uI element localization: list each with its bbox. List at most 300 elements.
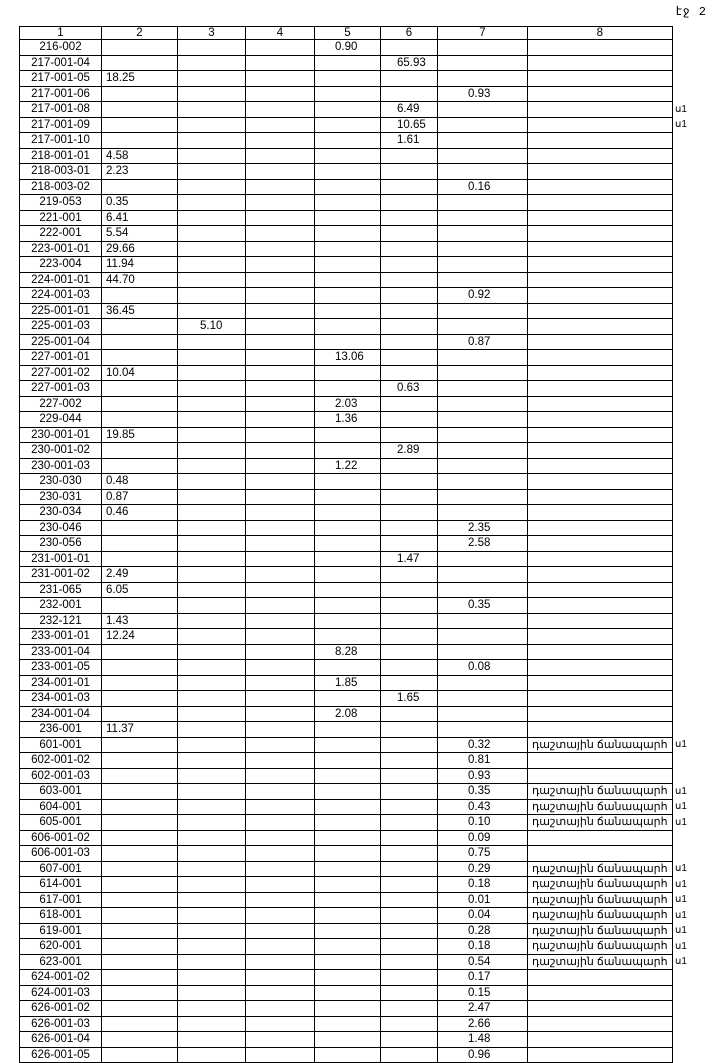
area-cell-col5 xyxy=(315,598,381,614)
table-row xyxy=(20,148,673,164)
note-cell xyxy=(528,71,673,87)
parcel-code-cell: 222-001 xyxy=(20,226,102,242)
area-cell-col3 xyxy=(178,133,246,149)
parcel-code-cell: 227-001-03 xyxy=(20,381,102,397)
parcel-code-cell: 231-001-01 xyxy=(20,551,102,567)
area-cell-col2 xyxy=(102,737,178,753)
table-row xyxy=(20,71,673,87)
area-cell-col7 xyxy=(438,706,528,722)
area-cell-col3 xyxy=(178,288,246,304)
parcel-code-cell: 221-001 xyxy=(20,210,102,226)
area-cell-col7 xyxy=(438,381,528,397)
parcel-code-cell: 225-001-03 xyxy=(20,319,102,335)
area-cell-col2: 5.54 xyxy=(102,226,178,242)
area-cell-col7 xyxy=(438,71,528,87)
area-cell-col5 xyxy=(315,830,381,846)
parcel-code-cell: 236-001 xyxy=(20,722,102,738)
area-cell-col3 xyxy=(178,644,246,660)
area-cell-col5 xyxy=(315,505,381,521)
area-cell-col7 xyxy=(438,675,528,691)
table-row xyxy=(20,350,673,366)
note-cell xyxy=(528,396,673,412)
area-cell-col2: 2.49 xyxy=(102,567,178,583)
area-cell-col6 xyxy=(381,40,438,56)
area-cell-col3 xyxy=(178,505,246,521)
area-cell-col6 xyxy=(381,629,438,645)
area-cell-col7 xyxy=(438,644,528,660)
note-cell: դաշտային ճանապարհ xyxy=(528,923,673,939)
area-cell-col2 xyxy=(102,753,178,769)
area-cell-col7: 0.54 xyxy=(438,954,528,970)
area-cell-col2 xyxy=(102,40,178,56)
area-cell-col4 xyxy=(246,598,315,614)
area-cell-col5 xyxy=(315,71,381,87)
area-cell-col7 xyxy=(438,195,528,211)
area-cell-col7 xyxy=(438,505,528,521)
area-cell-col3 xyxy=(178,861,246,877)
area-cell-col3 xyxy=(178,102,246,118)
area-cell-col6 xyxy=(381,908,438,924)
area-cell-col6: 0.63 xyxy=(381,381,438,397)
note-cell xyxy=(528,412,673,428)
area-cell-col3 xyxy=(178,427,246,443)
area-cell-col3 xyxy=(178,1016,246,1032)
area-cell-col4 xyxy=(246,443,315,459)
note-cell xyxy=(528,133,673,149)
area-cell-col6 xyxy=(381,319,438,335)
area-cell-col7: 0.81 xyxy=(438,753,528,769)
area-cell-col5 xyxy=(315,272,381,288)
area-cell-col2 xyxy=(102,985,178,1001)
area-cell-col2 xyxy=(102,102,178,118)
area-cell-col6 xyxy=(381,923,438,939)
table-row xyxy=(20,846,673,862)
area-cell-col5 xyxy=(315,923,381,939)
table-row xyxy=(20,179,673,195)
area-cell-col3 xyxy=(178,691,246,707)
area-cell-col5 xyxy=(315,1001,381,1017)
area-cell-col3 xyxy=(178,226,246,242)
area-cell-col3 xyxy=(178,86,246,102)
area-cell-col3 xyxy=(178,40,246,56)
note-cell xyxy=(528,319,673,335)
margin-mark: ս1 xyxy=(675,119,687,130)
area-cell-col4 xyxy=(246,381,315,397)
table-row xyxy=(20,520,673,536)
area-cell-col6 xyxy=(381,505,438,521)
table-row xyxy=(20,412,673,428)
area-cell-col4 xyxy=(246,257,315,273)
parcel-code-cell: 230-001-02 xyxy=(20,443,102,459)
area-cell-col7: 0.15 xyxy=(438,985,528,1001)
area-cell-col6 xyxy=(381,970,438,986)
area-cell-col6 xyxy=(381,1032,438,1048)
area-cell-col4 xyxy=(246,722,315,738)
area-cell-col5 xyxy=(315,892,381,908)
table-row xyxy=(20,365,673,381)
note-cell xyxy=(528,288,673,304)
area-cell-col7 xyxy=(438,365,528,381)
table-row xyxy=(20,427,673,443)
note-cell xyxy=(528,706,673,722)
note-cell: դաշտային ճանապարհ xyxy=(528,939,673,955)
area-cell-col5 xyxy=(315,257,381,273)
parcel-code-cell: 217-001-06 xyxy=(20,86,102,102)
table-body xyxy=(20,40,673,1063)
area-cell-col2: 0.46 xyxy=(102,505,178,521)
area-cell-col5 xyxy=(315,1032,381,1048)
table-row xyxy=(20,551,673,567)
area-cell-col3 xyxy=(178,908,246,924)
table-row xyxy=(20,458,673,474)
parcel-code-cell: 224-001-01 xyxy=(20,272,102,288)
area-cell-col6 xyxy=(381,954,438,970)
parcel-code-cell: 232-001 xyxy=(20,598,102,614)
area-cell-col7: 0.93 xyxy=(438,768,528,784)
parcel-code-cell: 217-001-10 xyxy=(20,133,102,149)
area-cell-col2: 19.85 xyxy=(102,427,178,443)
area-cell-col6 xyxy=(381,303,438,319)
column-header-2: 2 xyxy=(102,27,178,40)
area-cell-col2 xyxy=(102,117,178,133)
area-cell-col2 xyxy=(102,334,178,350)
area-cell-col5 xyxy=(315,582,381,598)
area-cell-col6 xyxy=(381,396,438,412)
area-cell-col2 xyxy=(102,536,178,552)
note-cell: դաշտային ճանապարհ xyxy=(528,784,673,800)
area-cell-col4 xyxy=(246,923,315,939)
area-cell-col7: 2.35 xyxy=(438,520,528,536)
area-cell-col7 xyxy=(438,257,528,273)
note-cell xyxy=(528,226,673,242)
note-cell: դաշտային ճանապարհ xyxy=(528,737,673,753)
area-cell-col6: 10.65 xyxy=(381,117,438,133)
area-cell-col5 xyxy=(315,536,381,552)
area-cell-col3 xyxy=(178,598,246,614)
area-cell-col5 xyxy=(315,629,381,645)
area-cell-col5 xyxy=(315,970,381,986)
area-cell-col6 xyxy=(381,365,438,381)
area-cell-col7 xyxy=(438,613,528,629)
parcel-code-cell: 217-001-08 xyxy=(20,102,102,118)
area-cell-col4 xyxy=(246,644,315,660)
area-cell-col7: 0.28 xyxy=(438,923,528,939)
parcel-code-cell: 623-001 xyxy=(20,954,102,970)
note-cell xyxy=(528,365,673,381)
area-cell-col2 xyxy=(102,381,178,397)
area-cell-col6 xyxy=(381,675,438,691)
area-cell-col7: 2.47 xyxy=(438,1001,528,1017)
area-cell-col7 xyxy=(438,133,528,149)
area-cell-col2 xyxy=(102,691,178,707)
area-cell-col3 xyxy=(178,753,246,769)
area-cell-col4 xyxy=(246,784,315,800)
area-cell-col7 xyxy=(438,303,528,319)
area-cell-col3: 5.10 xyxy=(178,319,246,335)
area-cell-col7 xyxy=(438,427,528,443)
area-cell-col7 xyxy=(438,567,528,583)
note-cell xyxy=(528,148,673,164)
note-cell xyxy=(528,582,673,598)
area-cell-col2: 0.87 xyxy=(102,489,178,505)
area-cell-col3 xyxy=(178,520,246,536)
area-cell-col5 xyxy=(315,768,381,784)
note-cell: դաշտային ճանապարհ xyxy=(528,861,673,877)
margin-mark: ս1 xyxy=(675,940,687,952)
area-cell-col3 xyxy=(178,722,246,738)
area-cell-col7 xyxy=(438,474,528,490)
parcel-code-cell: 229-044 xyxy=(20,412,102,428)
area-cell-col6 xyxy=(381,815,438,831)
area-cell-col2 xyxy=(102,1001,178,1017)
area-cell-col2 xyxy=(102,939,178,955)
area-cell-col2: 11.94 xyxy=(102,257,178,273)
area-cell-col2 xyxy=(102,908,178,924)
area-cell-col7 xyxy=(438,148,528,164)
table-row xyxy=(20,799,673,815)
table-row xyxy=(20,102,673,118)
area-cell-col4 xyxy=(246,1016,315,1032)
area-cell-col5: 0.90 xyxy=(315,40,381,56)
area-cell-col2: 36.45 xyxy=(102,303,178,319)
parcel-code-cell: 230-031 xyxy=(20,489,102,505)
area-cell-col6: 1.65 xyxy=(381,691,438,707)
table-row xyxy=(20,272,673,288)
table-row xyxy=(20,117,673,133)
area-cell-col7: 1.48 xyxy=(438,1032,528,1048)
note-cell xyxy=(528,567,673,583)
table-row xyxy=(20,970,673,986)
parcel-code-cell: 225-001-04 xyxy=(20,334,102,350)
area-cell-col6 xyxy=(381,195,438,211)
area-cell-col5: 1.22 xyxy=(315,458,381,474)
area-cell-col2: 12.24 xyxy=(102,629,178,645)
parcel-code-cell: 230-001-03 xyxy=(20,458,102,474)
area-cell-col2: 6.05 xyxy=(102,582,178,598)
parcel-code-cell: 219-053 xyxy=(20,195,102,211)
parcel-code-cell: 626-001-02 xyxy=(20,1001,102,1017)
area-cell-col2 xyxy=(102,660,178,676)
parcel-code-cell: 230-046 xyxy=(20,520,102,536)
area-cell-col6 xyxy=(381,660,438,676)
area-cell-col7 xyxy=(438,691,528,707)
area-cell-col5 xyxy=(315,799,381,815)
area-cell-col7: 0.08 xyxy=(438,660,528,676)
area-cell-col4 xyxy=(246,1001,315,1017)
table-row xyxy=(20,985,673,1001)
area-cell-col6 xyxy=(381,737,438,753)
table-row xyxy=(20,877,673,893)
area-cell-col6 xyxy=(381,71,438,87)
area-cell-col7: 0.04 xyxy=(438,908,528,924)
area-cell-col5 xyxy=(315,133,381,149)
parcel-code-cell: 217-001-05 xyxy=(20,71,102,87)
area-cell-col6 xyxy=(381,830,438,846)
area-cell-col3 xyxy=(178,1001,246,1017)
table-row xyxy=(20,443,673,459)
table-row xyxy=(20,582,673,598)
area-cell-col3 xyxy=(178,334,246,350)
area-cell-col2: 18.25 xyxy=(102,71,178,87)
note-cell: դաշտային ճանապարհ xyxy=(528,877,673,893)
area-cell-col6 xyxy=(381,520,438,536)
area-cell-col4 xyxy=(246,830,315,846)
area-cell-col5 xyxy=(315,241,381,257)
area-cell-col7 xyxy=(438,226,528,242)
area-cell-col4 xyxy=(246,226,315,242)
area-cell-col3 xyxy=(178,241,246,257)
area-cell-col5 xyxy=(315,226,381,242)
area-cell-col6 xyxy=(381,706,438,722)
area-cell-col4 xyxy=(246,319,315,335)
area-cell-col3 xyxy=(178,660,246,676)
area-cell-col3 xyxy=(178,892,246,908)
area-cell-col7: 0.93 xyxy=(438,86,528,102)
area-cell-col4 xyxy=(246,737,315,753)
area-cell-col7 xyxy=(438,55,528,71)
area-cell-col4 xyxy=(246,520,315,536)
area-cell-col2 xyxy=(102,644,178,660)
area-cell-col6 xyxy=(381,753,438,769)
note-cell xyxy=(528,489,673,505)
note-cell xyxy=(528,350,673,366)
column-header-6: 6 xyxy=(381,27,438,40)
area-cell-col2 xyxy=(102,551,178,567)
area-cell-col6 xyxy=(381,86,438,102)
area-cell-col4 xyxy=(246,675,315,691)
area-cell-col5: 8.28 xyxy=(315,644,381,660)
note-cell xyxy=(528,257,673,273)
area-cell-col5 xyxy=(315,443,381,459)
table-row xyxy=(20,536,673,552)
table-row xyxy=(20,706,673,722)
area-cell-col5 xyxy=(315,753,381,769)
note-cell xyxy=(528,443,673,459)
area-cell-col2 xyxy=(102,1016,178,1032)
area-cell-col2 xyxy=(102,319,178,335)
area-cell-col6 xyxy=(381,985,438,1001)
area-cell-col5: 1.36 xyxy=(315,412,381,428)
table-row xyxy=(20,396,673,412)
note-cell xyxy=(528,195,673,211)
note-cell xyxy=(528,691,673,707)
area-cell-col5 xyxy=(315,210,381,226)
area-cell-col4 xyxy=(246,272,315,288)
area-cell-col4 xyxy=(246,40,315,56)
table-row xyxy=(20,892,673,908)
area-cell-col3 xyxy=(178,458,246,474)
area-cell-col2 xyxy=(102,1047,178,1063)
area-cell-col5 xyxy=(315,815,381,831)
table-row xyxy=(20,210,673,226)
area-cell-col6 xyxy=(381,427,438,443)
area-cell-col4 xyxy=(246,908,315,924)
area-cell-col3 xyxy=(178,195,246,211)
area-cell-col2 xyxy=(102,55,178,71)
area-cell-col3 xyxy=(178,536,246,552)
area-cell-col3 xyxy=(178,257,246,273)
area-cell-col6 xyxy=(381,598,438,614)
note-cell xyxy=(528,613,673,629)
area-cell-col6 xyxy=(381,644,438,660)
area-cell-col4 xyxy=(246,551,315,567)
area-cell-col5 xyxy=(315,86,381,102)
area-cell-col4 xyxy=(246,71,315,87)
area-cell-col3 xyxy=(178,148,246,164)
area-cell-col7 xyxy=(438,350,528,366)
area-cell-col7 xyxy=(438,489,528,505)
area-cell-col2: 6.41 xyxy=(102,210,178,226)
area-cell-col7: 0.18 xyxy=(438,877,528,893)
area-cell-col3 xyxy=(178,768,246,784)
page-number-label: էջ 2 xyxy=(675,5,707,19)
note-cell: դաշտային ճանապարհ xyxy=(528,799,673,815)
area-cell-col4 xyxy=(246,334,315,350)
table-row xyxy=(20,644,673,660)
area-cell-col5 xyxy=(315,148,381,164)
area-cell-col5 xyxy=(315,551,381,567)
area-cell-col6 xyxy=(381,210,438,226)
area-cell-col3 xyxy=(178,303,246,319)
parcel-code-cell: 619-001 xyxy=(20,923,102,939)
area-cell-col2 xyxy=(102,675,178,691)
note-cell xyxy=(528,551,673,567)
parcel-code-cell: 224-001-03 xyxy=(20,288,102,304)
area-cell-col4 xyxy=(246,303,315,319)
area-cell-col4 xyxy=(246,458,315,474)
area-cell-col5 xyxy=(315,489,381,505)
table-row xyxy=(20,195,673,211)
area-cell-col4 xyxy=(246,660,315,676)
area-cell-col6 xyxy=(381,768,438,784)
area-cell-col6 xyxy=(381,334,438,350)
area-cell-col2: 0.48 xyxy=(102,474,178,490)
area-cell-col2: 10.04 xyxy=(102,365,178,381)
table-row xyxy=(20,830,673,846)
area-cell-col6 xyxy=(381,412,438,428)
area-cell-col4 xyxy=(246,117,315,133)
area-cell-col5 xyxy=(315,660,381,676)
table-row xyxy=(20,1001,673,1017)
area-cell-col4 xyxy=(246,350,315,366)
table-row xyxy=(20,40,673,56)
area-cell-col7 xyxy=(438,117,528,133)
area-cell-col6 xyxy=(381,567,438,583)
parcel-code-cell: 218-003-02 xyxy=(20,179,102,195)
area-cell-col7 xyxy=(438,396,528,412)
area-cell-col3 xyxy=(178,396,246,412)
area-cell-col4 xyxy=(246,985,315,1001)
table-row xyxy=(20,908,673,924)
area-cell-col3 xyxy=(178,613,246,629)
note-cell: դաշտային ճանապարհ xyxy=(528,908,673,924)
area-cell-col5 xyxy=(315,55,381,71)
area-cell-col7: 0.16 xyxy=(438,179,528,195)
table-row xyxy=(20,861,673,877)
area-cell-col4 xyxy=(246,241,315,257)
area-cell-col5 xyxy=(315,784,381,800)
area-cell-col3 xyxy=(178,210,246,226)
note-cell xyxy=(528,303,673,319)
table-row xyxy=(20,288,673,304)
area-cell-col3 xyxy=(178,381,246,397)
parcel-code-cell: 614-001 xyxy=(20,877,102,893)
area-cell-col4 xyxy=(246,846,315,862)
area-cell-col3 xyxy=(178,179,246,195)
area-cell-col4 xyxy=(246,55,315,71)
note-cell xyxy=(528,1032,673,1048)
area-cell-col7: 2.58 xyxy=(438,536,528,552)
